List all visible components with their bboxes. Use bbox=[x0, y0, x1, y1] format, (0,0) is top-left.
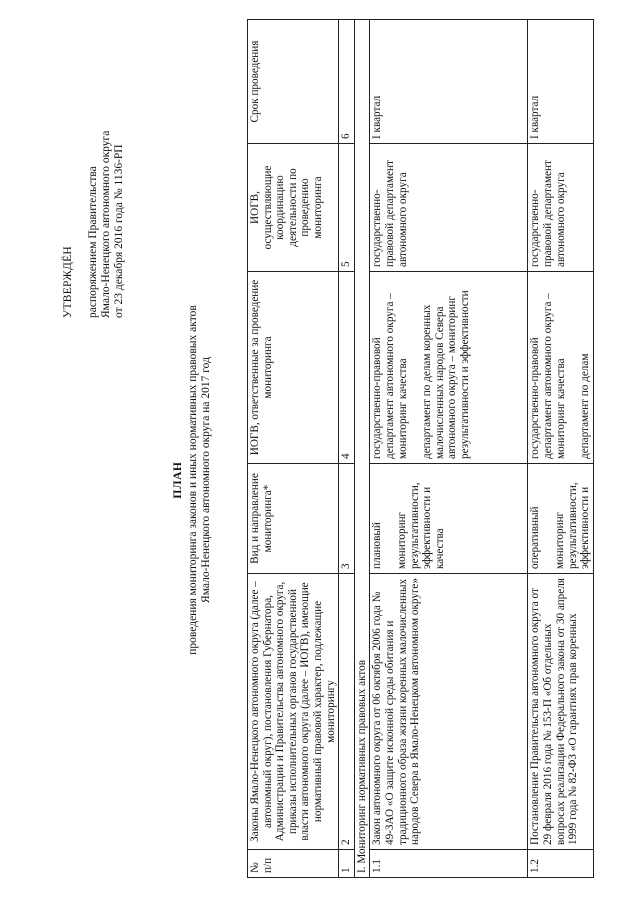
row-responsible bbox=[528, 272, 593, 464]
header-responsible: ИОГВ, ответственные за проведение мониторинга bbox=[248, 272, 339, 464]
header-number: № п/п bbox=[248, 850, 339, 878]
column-number: 1 bbox=[339, 850, 355, 878]
approval-line-3: от 23 декабря 2016 года № 1136-РП bbox=[113, 144, 125, 318]
row-kind-type: оперативный bbox=[529, 506, 542, 569]
header-term: Срок проведения bbox=[248, 20, 339, 144]
row-term: I квартал bbox=[370, 20, 528, 144]
row-act: Постановление Правительства автономного округа от 29 февраля 2016 года № 153-П «Об отдельных вопросах реализации Федерального закона от 30 апреля 1999 года № 82-ФЗ «О гарантиях прав коренных bbox=[528, 574, 593, 850]
row-responsible-effectiveness: департамент по делам bbox=[579, 353, 592, 459]
row-responsible-quality: государственно-правовой департамент автономного округа – мониторинг качества bbox=[529, 293, 567, 459]
row-responsible-quality: государственно-правовой департамент автономного округа – мониторинг качества bbox=[371, 293, 409, 459]
column-number: 3 bbox=[339, 464, 355, 574]
row-kind bbox=[528, 464, 593, 574]
approval-heading: УТВЕРЖДЁН bbox=[62, 245, 74, 318]
row-number: 1.1 bbox=[370, 850, 528, 878]
column-number: 6 bbox=[339, 20, 355, 144]
title-line-1: проведения мониторинга законов и иных нормативных правовых актов bbox=[187, 305, 199, 655]
title-main: ПЛАН bbox=[172, 461, 184, 499]
row-number: 1.2 bbox=[528, 850, 593, 878]
row-coordination: государственно-правовой департамент автономного округа bbox=[370, 144, 528, 272]
table-header-row bbox=[248, 20, 339, 878]
row-kind bbox=[370, 464, 528, 574]
table-row bbox=[370, 20, 528, 878]
header-kind: Вид и направление мониторинга* bbox=[248, 464, 339, 574]
table-row bbox=[528, 20, 593, 878]
row-kind-type: плановый bbox=[371, 522, 384, 569]
row-act: Закон автономного округа от 06 октября 2006 года № 49-ЗАО «О защите исконной среды обитания и традиционного образа жизни коренных малочисленных народов Севера в Ямало-Ненецком автономном округе» bbox=[370, 574, 528, 850]
plan-table bbox=[247, 19, 594, 878]
section-row bbox=[354, 20, 370, 878]
row-responsible-effectiveness: департамент по делам коренных малочисленных народов Севера автономного округа – мониторинг результативности и эффективности bbox=[421, 290, 471, 459]
approval-line-2: Ямало-Ненецкого автономного округа bbox=[100, 130, 112, 318]
section-title: I. Мониторинг нормативных правовых актов bbox=[354, 20, 370, 878]
title-line-2: Ямало-Ненецкого автономного округа на 2017 год bbox=[200, 357, 212, 603]
approval-line-1: распоряжением Правительства bbox=[87, 166, 99, 318]
document-title bbox=[172, 190, 213, 770]
row-kind-direction: мониторинг результативности, эффективности и качества bbox=[395, 482, 446, 569]
column-number-row bbox=[339, 20, 355, 878]
column-number: 5 bbox=[339, 144, 355, 272]
row-responsible bbox=[370, 272, 528, 464]
column-number: 2 bbox=[339, 574, 355, 850]
row-coordination: государственно-правовой департамент автономного округа bbox=[528, 144, 593, 272]
row-kind-direction: мониторинг результативности, эффективности и bbox=[553, 482, 592, 569]
header-act: Законы Ямало-Ненецкого автономного округа (далее – автономный округ), постановления Губернатора, Администрации и Правительства автономного округа, приказы исполнительных органов государственной власти автономного округа (далее – ИОГВ), имеющие нормативный правовой характер, подлежащие мониторингу bbox=[248, 574, 339, 850]
approval-stamp bbox=[62, 58, 126, 318]
row-term: I квартал bbox=[528, 20, 593, 144]
header-coordination: ИОГВ, осуществляющие координацию деятельности по проведению мониторинга bbox=[248, 144, 339, 272]
column-number: 4 bbox=[339, 272, 355, 464]
